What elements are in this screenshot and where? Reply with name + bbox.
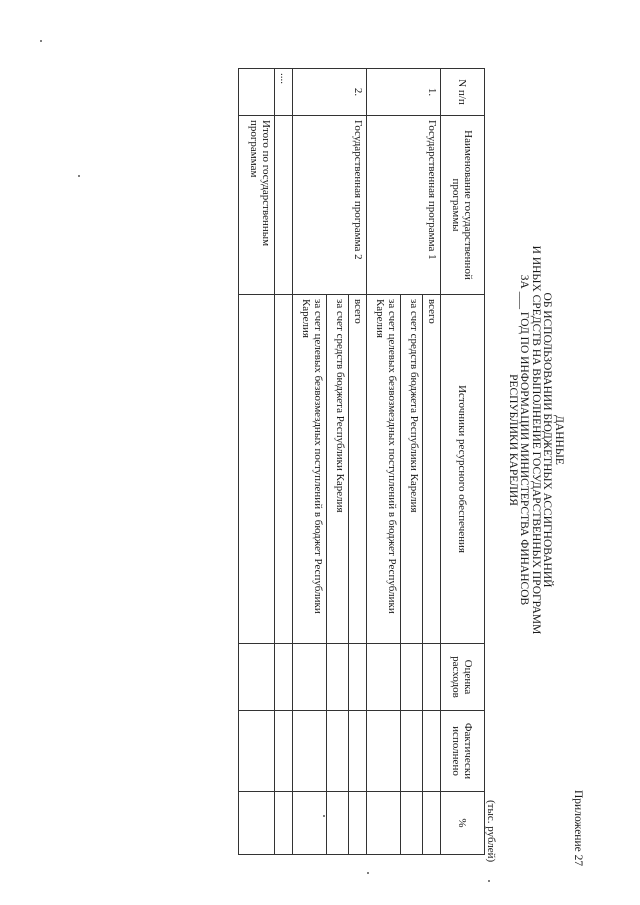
program-1-budget-percent [401,792,423,855]
total-actual [239,711,275,792]
program-2-total-actual [349,711,367,792]
units-label: (тыс. рублей) [485,800,497,863]
program-2-budget-estimate [327,644,349,711]
program-1-total-label: всего [423,295,441,644]
empty-cell [239,69,275,116]
title-line: ДАННЫЕ [553,415,565,465]
empty-cell [275,711,293,792]
header-percent: % [441,792,485,855]
empty-cell [275,295,293,644]
title-line: ЗА ___ ГОД ПО ИНФОРМАЦИИ МИНИСТЕРСТВА ФИНАНСОВ [518,274,531,606]
programs-table [238,68,485,855]
table-row [423,69,441,855]
program-2-grants-percent [293,792,327,855]
program-2-budget-percent [327,792,349,855]
program-1-total-estimate [423,644,441,711]
program-2-total-label: всего [349,295,367,644]
empty-cell [275,792,293,855]
scan-speck [323,815,325,817]
total-sources [239,295,275,644]
program-1-budget-actual [401,711,423,792]
empty-cell [275,116,293,295]
header-estimate: Оценка расходов [441,644,485,711]
program-2-budget-source: за счет средств бюджета Республики Карелия [327,295,349,644]
program-2-name: Государственная программа 2 [293,116,367,295]
program-2-grants-source: за счет целевых безвозмездных поступлений в бюджет Республики Карелия [293,295,327,644]
title-line: РЕСПУБЛИКИ КАРЕЛИЯ [507,374,519,506]
table-row [275,69,293,855]
table-header-row [441,69,485,855]
scan-speck [488,880,490,882]
program-1-budget-source: за счет средств бюджета Республики Карелия [401,295,423,644]
program-1-total-percent [423,792,441,855]
total-label: Итого по государственным программам [239,116,275,295]
program-1-budget-estimate [401,644,423,711]
program-1-name: Государственная программа 1 [367,116,441,295]
appendix-label: Приложение 27 [572,790,584,867]
scan-speck [367,872,369,874]
title-line: ОБ ИСПОЛЬЗОВАНИИ БЮДЖЕТНЫХ АССИГНОВАНИЙ [541,292,554,588]
program-2-grants-estimate [293,644,327,711]
program-1-grants-estimate [367,644,401,711]
empty-cell [275,644,293,711]
program-2-budget-actual [327,711,349,792]
program-1-total-actual [423,711,441,792]
program-2-total-percent [349,792,367,855]
document-title [507,90,565,790]
program-1-grants-actual [367,711,401,792]
program-2-num: 2. [293,69,367,116]
header-sources: Источники ресурсного обеспечения [441,295,485,644]
total-estimate [239,644,275,711]
program-1-grants-percent [367,792,401,855]
header-actual: Фактически исполнено [441,711,485,792]
program-1-num: 1. [367,69,441,116]
scan-speck [78,175,80,177]
table-row-total [239,69,275,855]
header-num: N п/п [441,69,485,116]
title-line: И ИНЫХ СРЕДСТВ НА ВЫПОЛНЕНИЕ ГОСУДАРСТВЕННЫХ ПРОГРАММ [530,245,542,635]
table-row [349,69,367,855]
header-name: Наименование государственной программы [441,116,485,295]
program-2-grants-actual [293,711,327,792]
ellipsis-cell: .... [275,69,293,116]
program-2-total-estimate [349,644,367,711]
total-percent [239,792,275,855]
program-1-grants-source: за счет целевых безвозмездных поступлений в бюджет Республики Карелия [367,295,401,644]
scan-speck [40,40,42,42]
